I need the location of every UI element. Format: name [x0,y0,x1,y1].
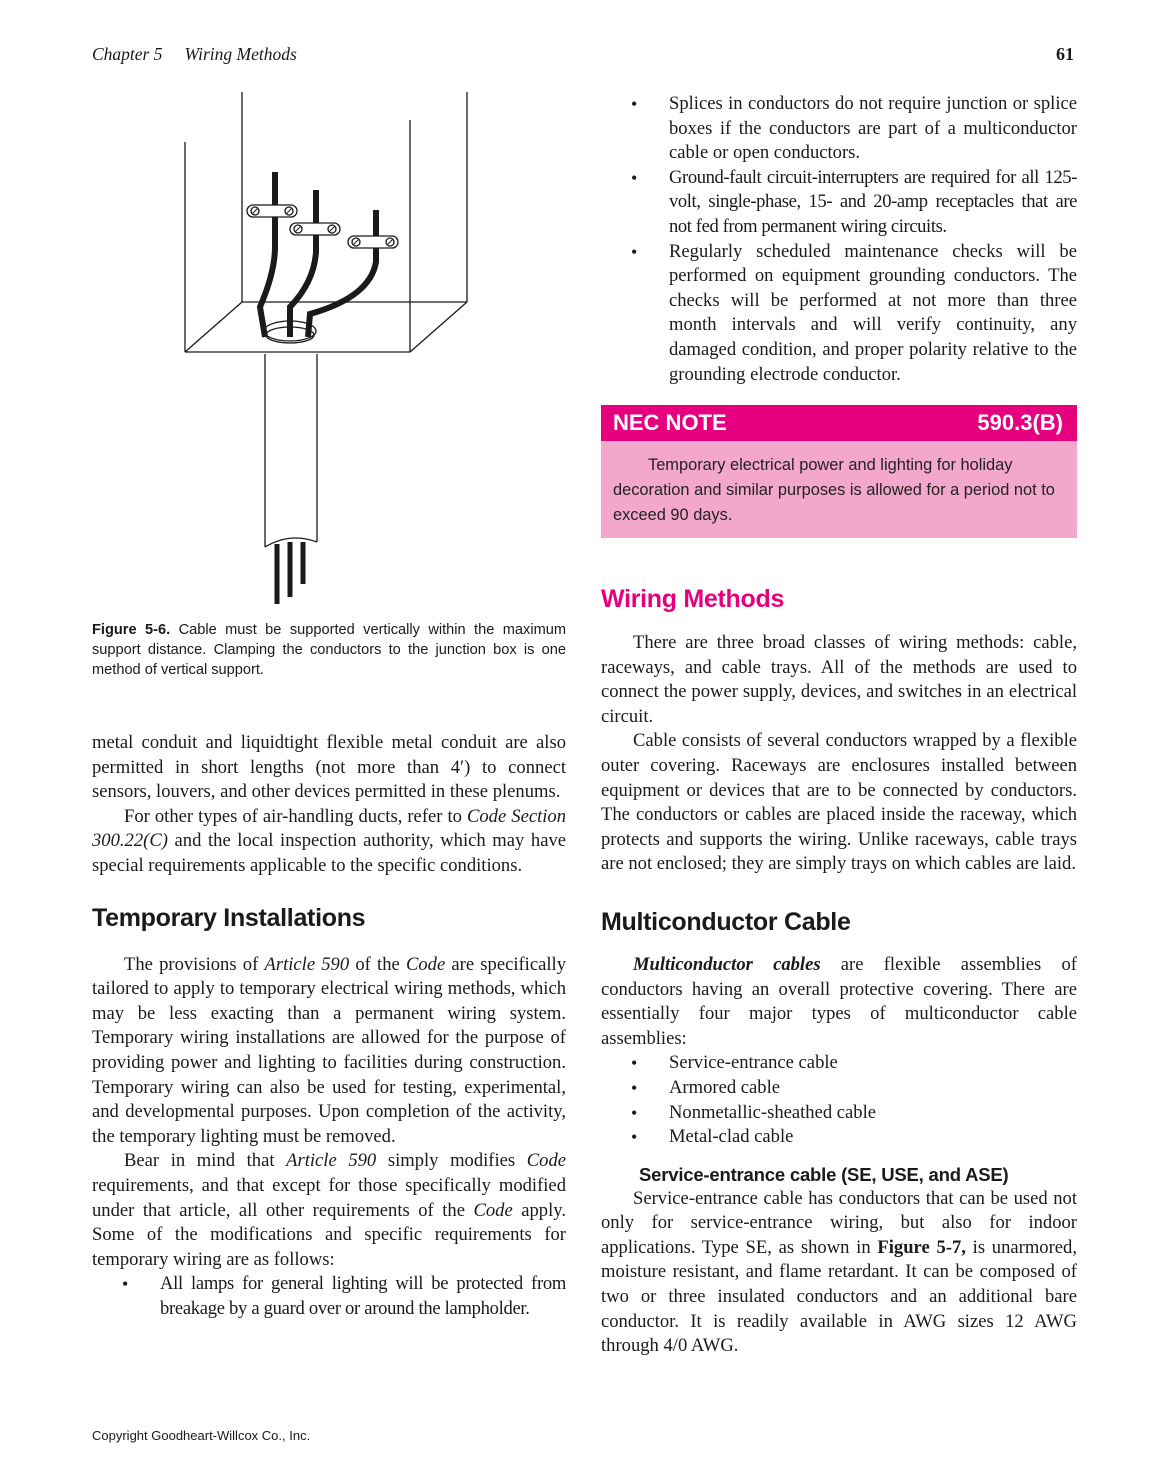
paragraph-service-entrance: Service-entrance cable has conductors that can be used not only for service-entrance wiring, but also for indoor applications. Type SE, as shown in Figure 5-7, is unarmored, moisture resistant, and flame retardant. It can be composed of two or three insulated conductors and an additional bare conductor. It is readily available in AWG sizes 12 AWG through 4/0 AWG. [601,1187,1077,1357]
list-item: • Regularly scheduled maintenance checks will be performed on equipment grounding conductors. The checks will be performed at not more than three month intervals and will verify continuity, any damaged condition, and proper polarity relative to the grounding electrode conductor. [631,240,1077,385]
paragraph-article-590: The provisions of Article 590 of the Code are specifically tailored to apply to temporary electrical wiring methods, which may be less exacting than a permanent wiring system. Temporary wiring installations are allowed for the purpose of providing power and lighting to facilities during construction. Temporary wiring can also be used for testing, experimental, and developmental purposes. Upon completion of the activity, the temporary lighting must be removed. [92,953,566,1147]
figure-caption-text: Cable must be supported vertically within the maximum support distance. Clamping the conductors to the junction box is one method of vertical support. [92,622,567,678]
temporary-wiring-list-continued [601,92,1077,387]
list-item: • Armored cable [631,1076,780,1098]
list-item: • Splices in conductors do not require junction or splice boxes if the conductors are part of a multiconductor cable or open conductors. [631,93,1077,164]
cable-types-list [601,1051,1077,1149]
heading-service-entrance-cable: Service-entrance cable (SE, USE, and ASE) [639,1163,1009,1185]
heading-multiconductor-cable: Multiconductor Cable [601,907,851,936]
right-column-bottom [601,584,1077,1359]
nec-note-body: Temporary electrical power and lighting for holiday decoration and similar purposes is allowed for a period not to exceed 90 days. [613,456,1055,524]
right-column-top [601,92,1077,387]
list-item: • Ground-fault circuit-interrupters are required for all 125-volt, single-phase, 15- and 20-amp receptacles that are not fed from permanent wiring circuits. [631,166,1077,237]
paragraph-cable-raceways: Cable consists of several conductors wrapped by a flexible outer covering. Raceways are enclosures installed between equipment or devices that are to be connected by conductors. The conductors or cables are placed inside the raceway, which protects and supports the wiring. Unlike raceways, cable trays are not enclosed; they are simply trays on which cables are laid. [601,730,1077,875]
paragraph-air-handling: For other types of air-handling ducts, refer to Code Section 300.22(C) and the local inspection authority, which may have special requirements applicable to the specific conditions. [92,805,566,876]
copyright-footer: Copyright Goodheart-Willcox Co., Inc. [92,1428,311,1443]
paragraph-wiring-classes: There are three broad classes of wiring methods: cable, raceways, and cable trays. All of the methods are used to connect the power supply, devices, and switches in an electrical circuit. [601,632,1077,727]
chapter-title: Wiring Methods [184,44,297,64]
heading-wiring-methods: Wiring Methods [601,585,785,613]
nec-note-header [601,405,1077,441]
list-item: • Service-entrance cable [631,1052,838,1074]
figure-5-6-illustration [180,92,480,607]
list-item: • Metal-clad cable [631,1126,794,1148]
list-item: • Nonmetallic-sheathed cable [631,1101,877,1123]
nec-note-title: NEC NOTE [613,410,727,435]
list-item: • All lamps for general lighting will be protected from breakage by a guard over or around the lampholder. [122,1273,566,1319]
left-column [92,731,566,1321]
figure-label: Figure 5-6. [92,622,171,638]
paragraph-plenum: metal conduit and liquidtight flexible metal conduit are also permitted in short lengths (not more than 4′) to connect sensors, louvers, and other devices permitted in these plenums. [92,732,566,803]
heading-temporary-installations: Temporary Installations [92,903,366,932]
paragraph-modifications: Bear in mind that Article 590 simply modifies Code requirements, and that except for those specifically modified under that article, all other requirements of the Code apply. Some of the modifications and specific requirements for temporary wiring are as follows: [92,1150,567,1270]
running-header [92,44,297,65]
temporary-wiring-list [92,1272,566,1321]
page-number: 61 [1056,44,1074,64]
paragraph-multiconductor: Multiconductor cables are flexible assemblies of conductors having an overall protective covering. There are essentially four major types of multiconductor cable assemblies: [601,953,1077,1049]
chapter-number: Chapter 5 [92,44,163,64]
nec-note-box [601,405,1077,538]
nec-note-reference: 590.3(B) [977,410,1063,435]
figure-caption [92,620,566,680]
